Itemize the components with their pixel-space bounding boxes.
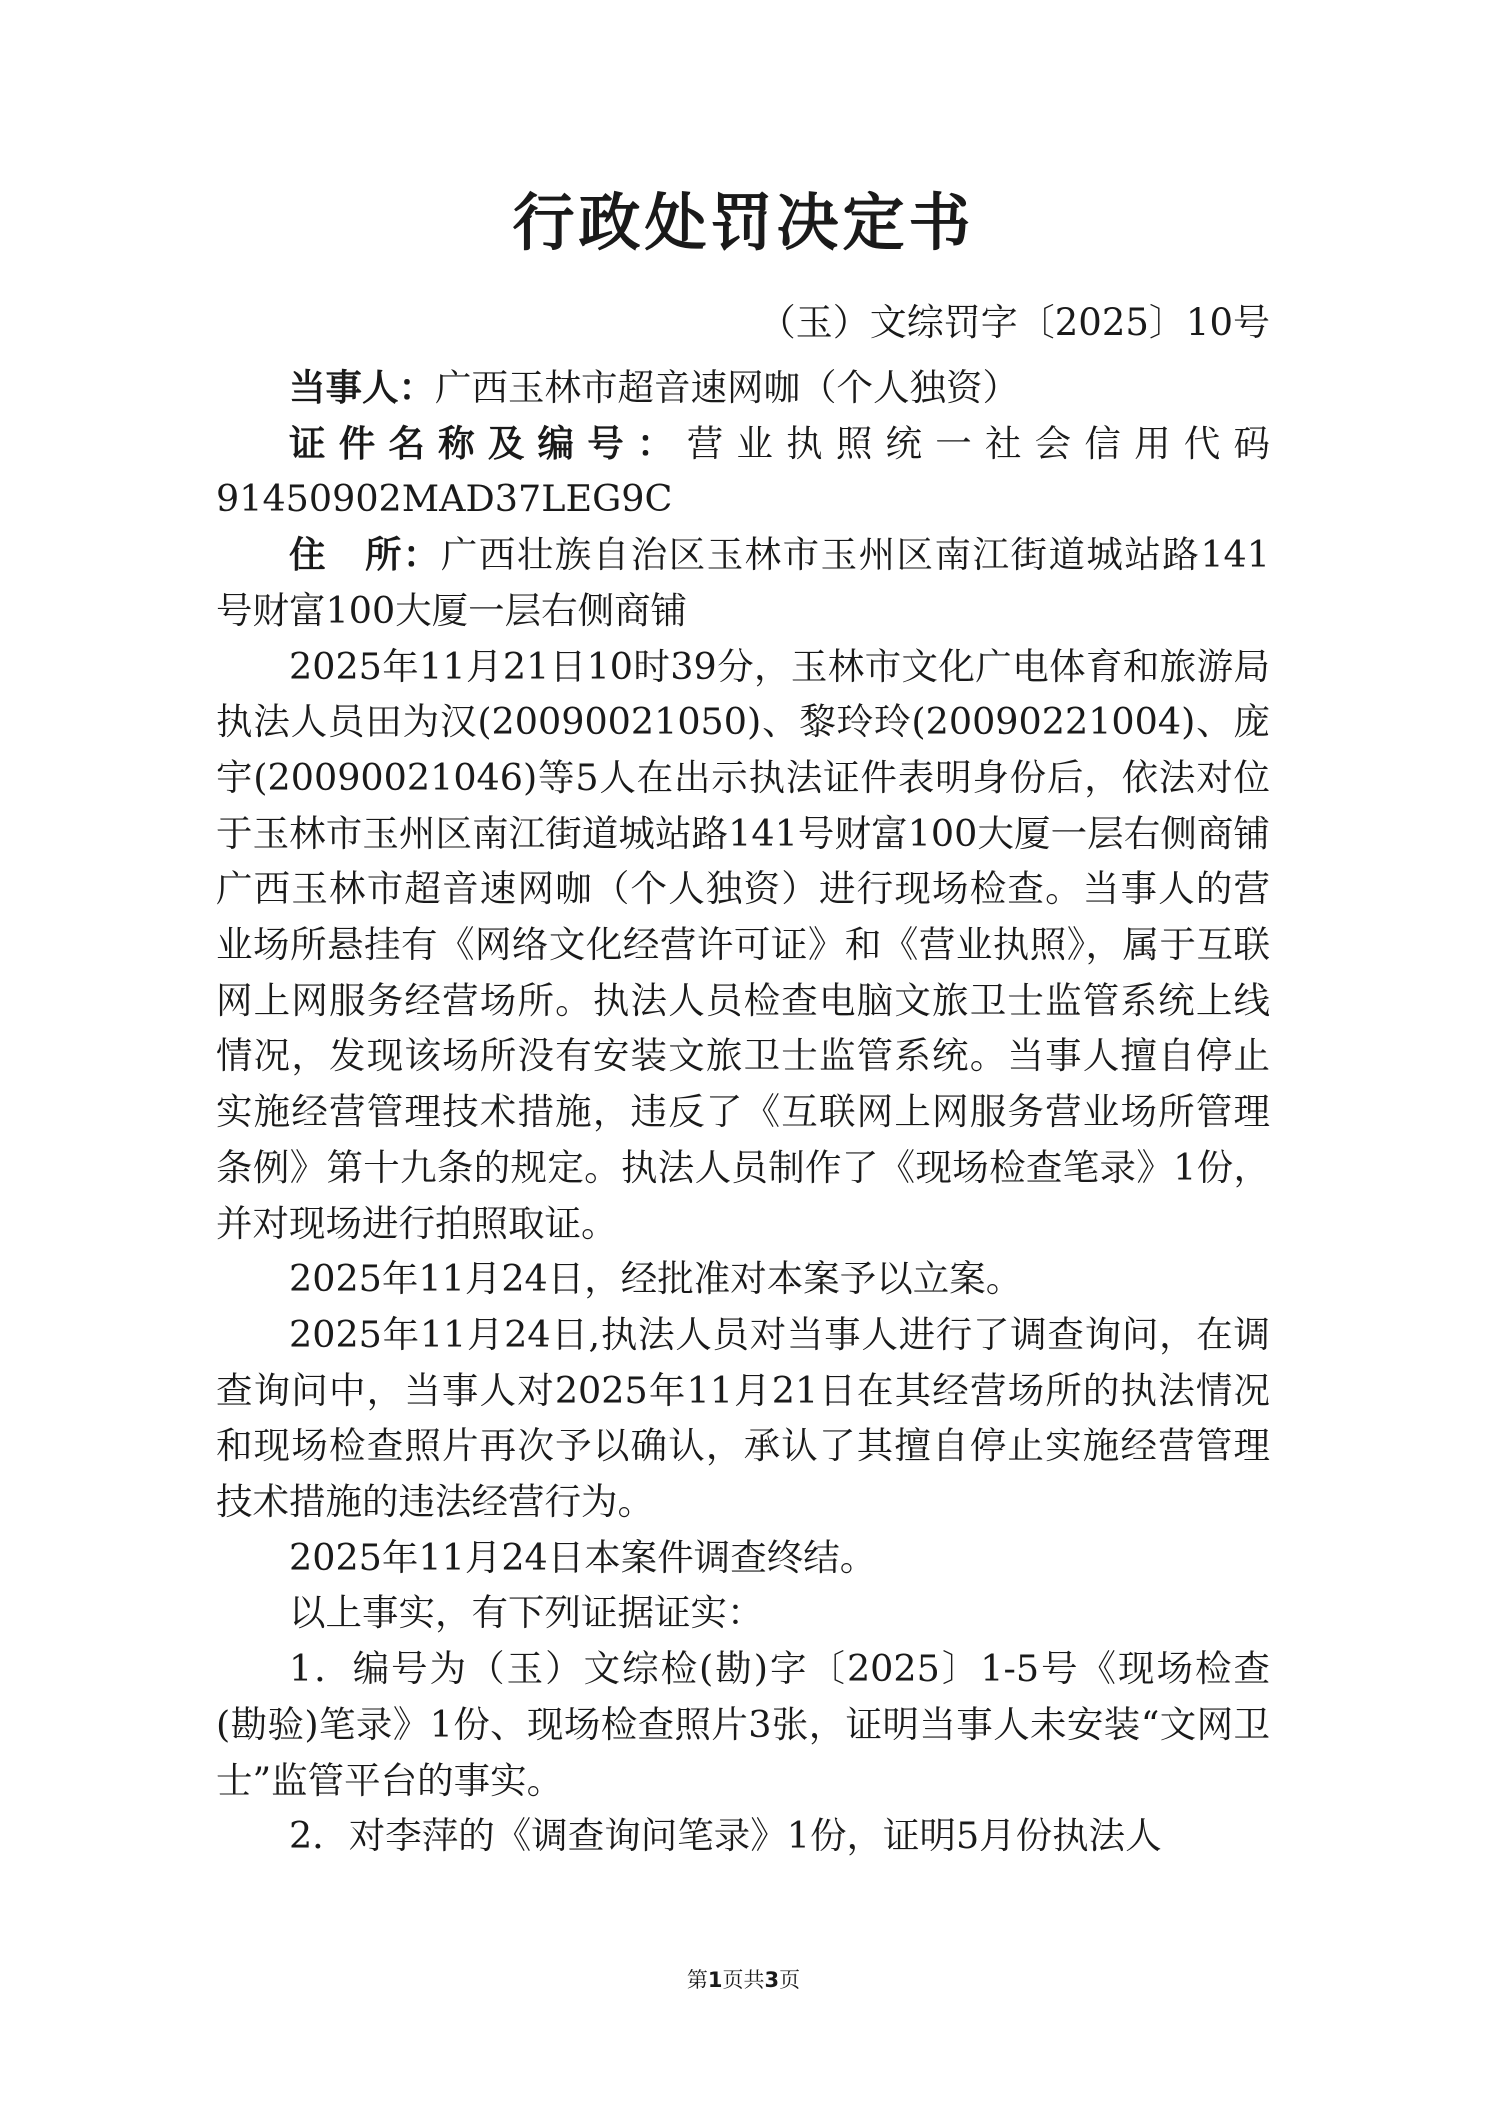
certificate-value: 营业执照统一社会信用代码91450902MAD37LEG9C bbox=[216, 421, 1271, 521]
party-line bbox=[216, 360, 1270, 416]
document-body bbox=[216, 360, 1270, 1864]
document-title: 行政处罚决定书 bbox=[512, 186, 975, 259]
address-value: 广西壮族自治区玉林市玉州区南江街道城站路141号财富100大厦一层右侧商铺 bbox=[216, 533, 1270, 632]
evidence-intro-paragraph: 以上事实，有下列证据证实： bbox=[289, 1591, 764, 1635]
footer-middle: 页共 bbox=[722, 1968, 765, 1992]
inspection-paragraph: 2025年11月21日10时39分，玉林市文化广电体育和旅游局执法人员田为汉(20090021050)、黎玲玲(20090221004)、庞宇(20090021046)等5人在出示执法证件表明身份后，依法对位于玉林市玉州区南江街道城站路141号财富100大厦一层右侧商铺广西玉林市超音速网咖（个人独资）进行现场检查。当事人的营业场所悬挂有《网络文化经营许可证》和《营业执照》，属于互联网上网服务经营场所。执法人员检查电脑文旅卫士监管系统上线情况，发现该场所没有安装文旅卫士监管系统。当事人擅自停止实施经营管理技术措施，违反了《互联网上网服务营业场所管理条例》第十九条的规定。执法人员制作了《现场检查笔录》1份，并对现场进行拍照取证。 bbox=[216, 644, 1270, 1245]
address-line bbox=[216, 527, 1270, 638]
footer-prefix: 第 bbox=[686, 1968, 708, 1992]
document-number: （玉）文综罚字〔2025〕10号 bbox=[758, 301, 1270, 344]
inquiry-paragraph: 2025年11月24日,执法人员对当事人进行了调查询问，在调查询问中，当事人对2025年11月21日在其经营场所的执法情况和现场检查照片再次予以确认，承认了其擅自停止实施经营管理技术措施的违法经营行为。 bbox=[216, 1312, 1270, 1524]
party-value: 广西玉林市超音速网咖（个人独资） bbox=[435, 366, 1019, 409]
party-label: 当事人： bbox=[289, 366, 435, 409]
certificate-line bbox=[216, 416, 1270, 527]
certificate-label: 证件名称及编号： bbox=[289, 421, 687, 465]
footer-suffix: 页 bbox=[779, 1968, 801, 1992]
footer-total-pages: 3 bbox=[764, 1968, 780, 1992]
investigation-end-paragraph: 2025年11月24日本案件调查终结。 bbox=[289, 1535, 877, 1579]
evidence-item-2: 2．对李萍的《调查询问笔录》1份，证明5月份执法人 bbox=[289, 1814, 1162, 1858]
filing-paragraph: 2025年11月24日，经批准对本案予以立案。 bbox=[289, 1257, 1023, 1301]
page-footer bbox=[0, 1966, 1487, 1994]
footer-page-number: 1 bbox=[707, 1968, 723, 1992]
evidence-item-1: 1．编号为（玉）文综检(勘)字〔2025〕1-5号《现场检查(勘验)笔录》1份、现场检查照片3张，证明当事人未安装“文网卫士”监管平台的事实。 bbox=[216, 1647, 1270, 1802]
address-label: 住 所： bbox=[289, 533, 441, 577]
